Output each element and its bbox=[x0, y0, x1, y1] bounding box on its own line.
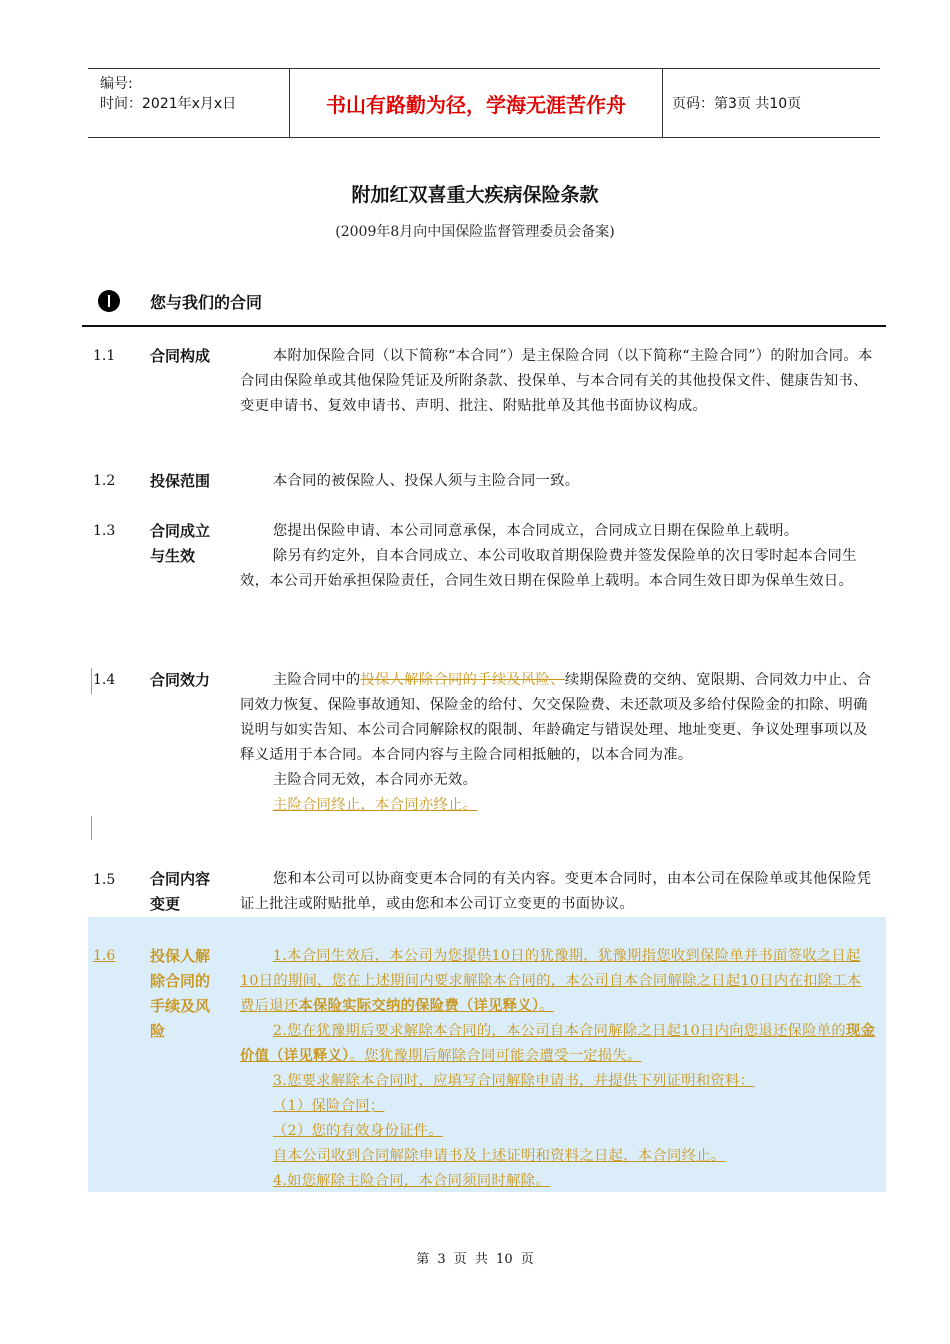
clause-heading bbox=[150, 867, 210, 917]
clause-number: 1.1 bbox=[93, 348, 116, 364]
header-motto: 书山有路勤为径，学海无涯苦作舟 bbox=[289, 69, 663, 137]
clause-paragraph bbox=[240, 1019, 876, 1069]
section-title: 您与我们的合同 bbox=[150, 293, 263, 312]
clause-heading bbox=[150, 519, 210, 569]
clause-number: 1.4 bbox=[93, 672, 116, 688]
clause-heading-line: 与生效 bbox=[150, 547, 196, 565]
clause-heading-line: 险 bbox=[150, 1022, 166, 1040]
clause-paragraph: 主险合同无效，本合同亦无效。 bbox=[272, 772, 478, 788]
page-footer: 第 3 页 共 10 页 bbox=[416, 1252, 534, 1267]
text-run: 。 bbox=[539, 998, 554, 1014]
text-run: 1.本合同生效后，本公司为您提供10日的犹豫期，犹豫期指您收到保险单并书面签收之日起10日的期间，您在上述期间内要求解除本合同的，本公司自本合同解除之日起10日内在扣除工本费后退还 bbox=[240, 948, 862, 1014]
bold-term: 本保险实际交纳的保险费（详见释义） bbox=[298, 998, 540, 1014]
section-divider bbox=[82, 325, 886, 327]
clause-text bbox=[240, 867, 876, 917]
clause-paragraph: 本附加保险合同（以下简称“本合同”）是主保险合同（以下简称“主险合同”）的附加合同。本合同由保险单或其他保险凭证及所附条款、投保单、与本合同有关的其他投保文件、健康告知书、变更申请书、复效申请书、声明、批注、附贴批单及其他书面协议构成。 bbox=[240, 348, 873, 414]
clause-paragraph bbox=[240, 944, 876, 1019]
clause-heading bbox=[150, 944, 210, 1044]
code-label: 编号: bbox=[100, 76, 133, 92]
clause-heading-line: 变更 bbox=[150, 895, 181, 913]
clause-text bbox=[240, 469, 876, 494]
header-info bbox=[88, 69, 288, 137]
clause-heading-line: 除合同的 bbox=[150, 972, 211, 990]
bold-term: 现金价值（详见释义） bbox=[240, 1023, 876, 1064]
clause-paragraph: 您提出保险申请、本公司同意承保，本合同成立，合同成立日期在保险单上载明。 bbox=[272, 523, 799, 539]
clause-number: 1.6 bbox=[93, 948, 116, 964]
clause-heading-line: 合同内容 bbox=[150, 870, 211, 888]
text-run: 。您犹豫期后解除合同可能会遭受一定损失。 bbox=[349, 1048, 642, 1064]
clause-paragraph: （1）保险合同； bbox=[272, 1098, 385, 1114]
header-page-number: 页码：第3页 共10页 bbox=[672, 96, 802, 112]
clause-paragraph: 自本公司收到合同解除申请书及上述证明和资料之日起，本合同终止。 bbox=[272, 1148, 726, 1164]
revision-marker bbox=[91, 816, 92, 840]
section-number-icon bbox=[98, 290, 120, 312]
text-run: 2.您在犹豫期后要求解除本合同的，本公司自本合同解除之日起10日内向您退还保险单的 bbox=[272, 1023, 846, 1039]
clause-heading-line: 合同成立 bbox=[150, 522, 211, 540]
clause-number: 1.3 bbox=[93, 523, 116, 539]
clause-text bbox=[240, 944, 876, 1194]
clause-paragraph: 3.您要求解除本合同时，应填写合同解除申请书，并提供下列证明和资料： bbox=[272, 1073, 755, 1089]
clause-heading: 合同构成 bbox=[150, 347, 211, 365]
clause-number: 1.2 bbox=[93, 473, 116, 489]
clause-heading-line: 投保人解 bbox=[150, 947, 211, 965]
clause-heading: 投保范围 bbox=[150, 472, 211, 490]
clause-paragraph: 除另有约定外，自本合同成立、本公司收取首期保险费并签发保险单的次日零时起本合同生效，本公司开始承担保险责任，合同生效日期在保险单上载明。本合同生效日即为保单生效日。 bbox=[240, 548, 857, 589]
clause-paragraph: 本合同的被保险人、投保人须与主险合同一致。 bbox=[272, 473, 580, 489]
inserted-paragraph: 主险合同终止，本合同亦终止。 bbox=[272, 797, 478, 813]
text-run: 主险合同中的 bbox=[272, 672, 361, 688]
document-subtitle: (2009年8月向中国保险监督管理委员会备案) bbox=[335, 224, 615, 240]
deleted-text: 投保人解除合同的手续及风险、 bbox=[360, 672, 565, 688]
clause-paragraph: 4.如您解除主险合同，本合同须同时解除。 bbox=[272, 1173, 550, 1189]
clause-text bbox=[240, 344, 876, 419]
text-run: 续期保险费的交纳、宽限期、合同效力中止、合同效力恢复、保险事故通知、保险金的给付、欠交保险费、未还款项及多给付保险金的扣除、明确说明与如实告知、本公司合同解除权的限制、年龄确定与错误处理、地址变更、争议处理事项以及释义适用于本合同。本合同内容与主险合同相抵触的，以本合同为准。 bbox=[240, 672, 872, 763]
clause-paragraph bbox=[240, 668, 876, 768]
clause-heading-line: 手续及风 bbox=[150, 997, 211, 1015]
time-label: 时间：2021年x月x日 bbox=[100, 96, 237, 112]
page-header bbox=[88, 68, 880, 138]
clause-heading: 合同效力 bbox=[150, 671, 211, 689]
document-title: 附加红双喜重大疾病保险条款 bbox=[351, 184, 599, 206]
clause-paragraph: （2）您的有效身份证件。 bbox=[272, 1123, 443, 1139]
clause-number: 1.5 bbox=[93, 872, 116, 888]
revision-marker bbox=[91, 668, 92, 694]
clause-paragraph: 您和本公司可以协商变更本合同的有关内容。变更本合同时，由本公司在保险单或其他保险凭证上批注或附贴批单，或由您和本公司订立变更的书面协议。 bbox=[240, 871, 872, 912]
clause-text bbox=[240, 668, 876, 818]
clause-text bbox=[240, 519, 876, 594]
